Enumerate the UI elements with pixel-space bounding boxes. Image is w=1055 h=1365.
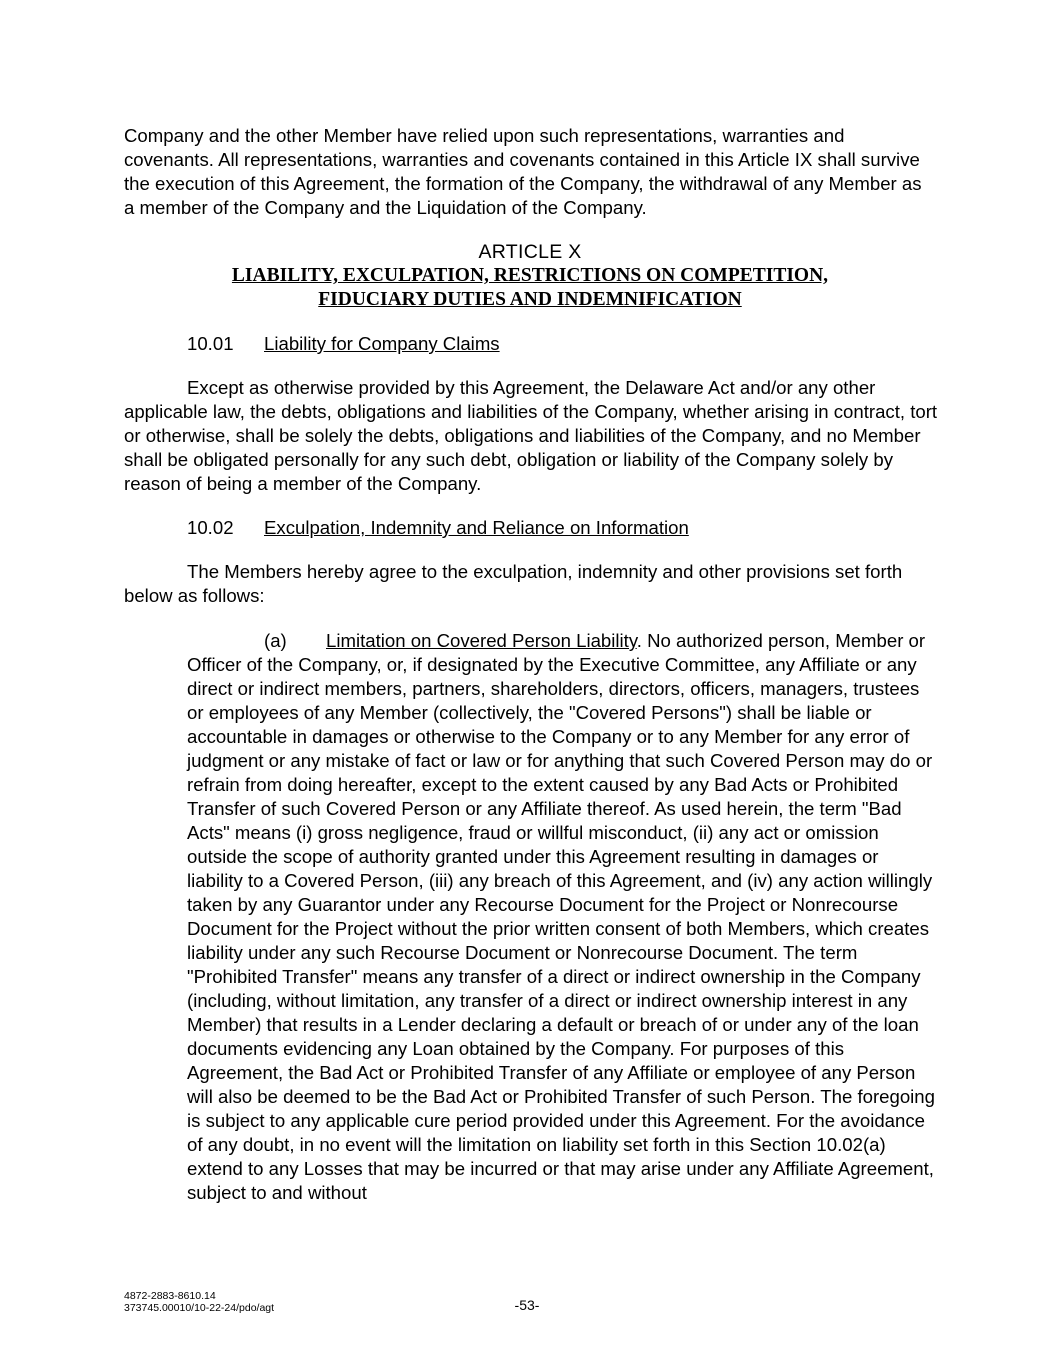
subsection-title: Limitation on Covered Person Liability xyxy=(326,630,637,651)
section-number: 10.01 xyxy=(187,333,234,354)
subsection-label: (a) xyxy=(264,630,287,651)
subsection-a xyxy=(187,629,937,1205)
article-heading-line-1: LIABILITY, EXCULPATION, RESTRICTIONS ON COMPETITION, xyxy=(231,265,829,286)
doc-id-line-2: 373745.00010/10-22-24/pdo/agt xyxy=(124,1302,275,1314)
section-10-02-body: The Members hereby agree to the exculpation, indemnity and other provisions set forth below as follows: xyxy=(124,561,903,606)
section-title: Liability for Company Claims xyxy=(264,333,500,354)
article-heading-line-2: FIDUCIARY DUTIES AND INDEMNIFICATION xyxy=(318,289,742,310)
section-10-01-heading xyxy=(187,332,787,356)
subsection-body: No authorized person, Member or Officer of the Company, or, if designated by the Executive Committee, any Affiliate or any direct or indirect members, partners, shareholders, directors, officers, managers, trustees or employees of any Member (collectively, the "Covered Persons") shall be liable or accountable in damages or otherwise to the Company or to any Member for any error of judgment or any mistake of fact or law or for anything that such Covered Person may do or refrain from doing hereafter, except to the extent caused by any Bad Acts or Prohibited Transfer of such Covered Person or any Affiliate thereof. As used herein, the term "Bad Acts" means (i) gross negligence, fraud or willful misconduct, (ii) any act or omission outside the scope of authority granted under this Agreement resulting in damages or liability to a Covered Person, (iii) any breach of this Agreement, and (iv) any action willingly taken by any Guarantor under any Recourse Document for the Project or Nonrecourse Document for the Project without the prior written consent of both Members, which creates liability under any such Recourse Document or Nonrecourse Document. The term "Prohibited Transfer" means any transfer of a direct or indirect ownership in the Company (including, without limitation, any transfer of a direct or indirect ownership interest in any Member) that results in a Lender declaring a default or breach of or under any of the loan documents evidencing any Loan obtained by the Company. For purposes of this Agreement, the Bad Act or Prohibited Transfer of any Affiliate or employee of any Person will also be deemed to be the Bad Act or Prohibited Transfer of such Person. The foregoing is subject to any applicable cure period provided under this Agreement. For the avoidance of any doubt, in no event will the limitation on liability set forth in this Section 10.02(a) extend to any Losses that may be incurred or that may arise under any Affiliate Agreement, subject to and without xyxy=(187,630,935,1203)
article-heading xyxy=(124,264,936,312)
footer-document-ids xyxy=(124,1290,274,1314)
page-number: -53- xyxy=(514,1297,540,1313)
intro-paragraph: Company and the other Member have relied upon such representations, warranties and covenants. All representations, warranties and covenants contained in this Article IX shall survive the execution of this Agreement, the formation of the Company, the withdrawal of any Member as a member of the Company and the Liquidation of the Company. xyxy=(124,125,922,218)
article-number: ARTICLE X xyxy=(478,241,582,263)
subsection-title-end: . xyxy=(636,630,642,651)
section-10-02-heading xyxy=(187,516,787,540)
section-10-01-body: Except as otherwise provided by this Agreement, the Delaware Act and/or any other applicable law, the debts, obligations and liabilities of the Company, whether arising in contract, tort or otherwise, shall be solely the debts, obligations and liabilities of the Company, and no Member shall be obligated personally for any such debt, obligation or liability of the Company solely by reason of being a member of the Company. xyxy=(124,377,938,494)
section-title: Exculpation, Indemnity and Reliance on Information xyxy=(264,517,689,538)
doc-id-line-1: 4872-2883-8610.14 xyxy=(124,1290,216,1302)
section-number: 10.02 xyxy=(187,517,234,538)
